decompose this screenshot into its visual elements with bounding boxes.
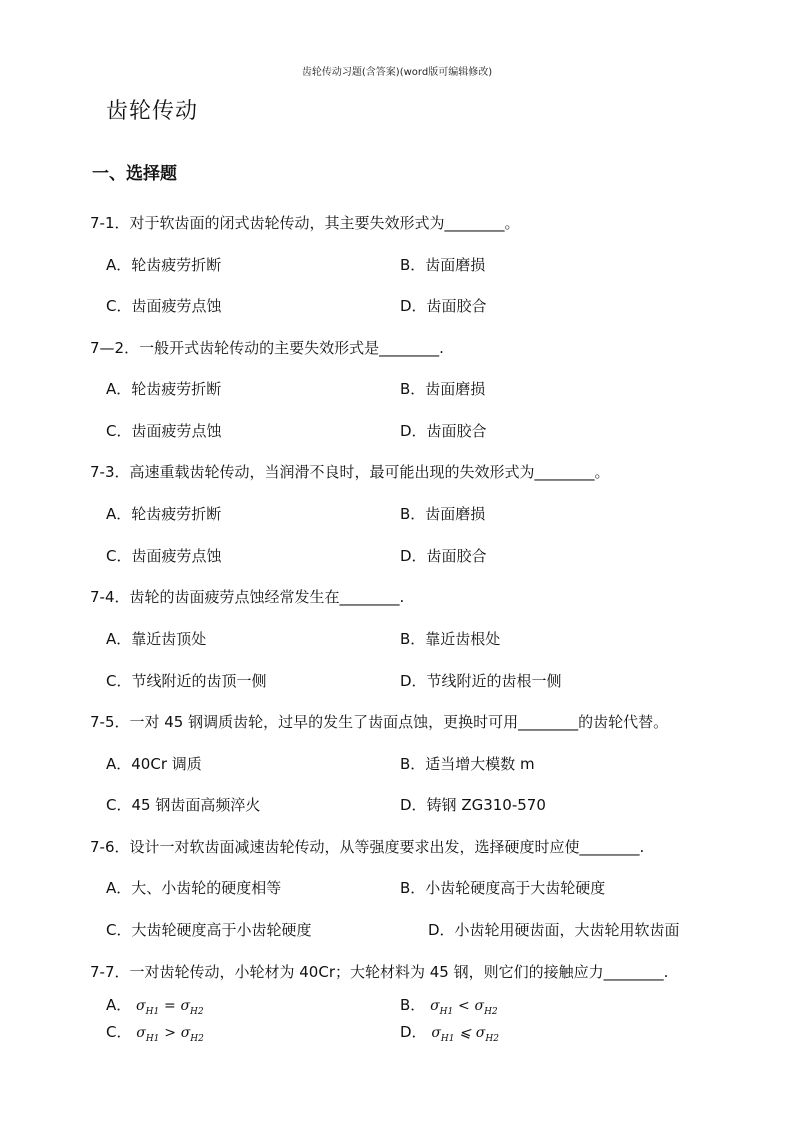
- question-stem: 7-4．齿轮的齿面疲劳点蚀经常发生在________.: [90, 588, 405, 606]
- option-a: A．轮齿疲劳折断: [106, 256, 222, 274]
- option-a: [106, 994, 204, 1017]
- option-a: A．轮齿疲劳折断: [106, 380, 222, 398]
- option-c: C．节线附近的齿顶一侧: [106, 672, 267, 690]
- sigma-h1: $\sigma_{H1}$: [136, 998, 160, 1017]
- operator: <: [458, 998, 470, 1014]
- option-a: A．40Cr 调质: [106, 755, 202, 773]
- option-a: A．大、小齿轮的硬度相等: [106, 879, 282, 897]
- sigma-h1: $\sigma_{H1}$: [430, 998, 454, 1017]
- option-letter: D．: [400, 1023, 427, 1041]
- option-d: D．节线附近的齿根一侧: [400, 672, 562, 690]
- option-b: B．靠近齿根处: [400, 630, 501, 648]
- question-stem: 7-3．高速重载齿轮传动，当润滑不良时，最可能出现的失效形式为________。: [90, 463, 610, 481]
- option-letter: B．: [400, 996, 426, 1014]
- option-d: D．小齿轮用硬齿面，大齿轮用软齿面: [428, 921, 680, 939]
- operator: =: [163, 998, 176, 1014]
- question-stem: 7-7．一对齿轮传动，小轮材为 40Cr；大轮材料为 45 钢，则它们的接触应力________.: [90, 963, 669, 981]
- sigma-h2: $\sigma_{H2}$: [475, 1025, 499, 1044]
- option-b: B．齿面磨损: [400, 380, 486, 398]
- question-stem: 7-1．对于软齿面的闭式齿轮传动，其主要失效形式为________。: [90, 214, 520, 232]
- option-b: B．小齿轮硬度高于大齿轮硬度: [400, 879, 606, 897]
- sigma-h2: $\sigma_{H2}$: [180, 998, 204, 1017]
- operator: ⩽: [459, 1025, 471, 1041]
- sigma-h2: $\sigma_{H2}$: [180, 1025, 204, 1044]
- question-stem: 7-6．设计一对软齿面减速齿轮传动，从等强度要求出发，选择硬度时应使________.: [90, 838, 645, 856]
- option-letter: C．: [106, 1023, 132, 1041]
- document-title: 齿轮传动: [106, 99, 199, 124]
- option-b: B．齿面磨损: [400, 256, 486, 274]
- option-d: D．齿面胶合: [400, 422, 487, 440]
- option-c: C．45 钢齿面高频淬火: [106, 796, 261, 814]
- option-b: [400, 994, 498, 1017]
- sigma-h2: $\sigma_{H2}$: [474, 998, 498, 1017]
- section-title: 一、选择题: [92, 164, 177, 184]
- option-c: C．齿面疲劳点蚀: [106, 297, 222, 315]
- option-a: A．轮齿疲劳折断: [106, 505, 222, 523]
- option-a: A．靠近齿顶处: [106, 630, 207, 648]
- question-stem: 7—2．一般开式齿轮传动的主要失效形式是________.: [90, 339, 444, 357]
- option-c: C．大齿轮硬度高于小齿轮硬度: [106, 921, 312, 939]
- option-d: D．铸钢 ZG310-570: [400, 796, 546, 814]
- option-c: [106, 1021, 204, 1044]
- operator: >: [164, 1025, 176, 1041]
- question-stem: 7-5．一对 45 钢调质齿轮，过早的发生了齿面点蚀，更换时可用________的齿轮代替。: [90, 713, 669, 731]
- page-header: 齿轮传动习题(含答案)(word版可编辑修改): [301, 67, 493, 78]
- option-c: C．齿面疲劳点蚀: [106, 422, 222, 440]
- option-c: C．齿面疲劳点蚀: [106, 547, 222, 565]
- option-b: B．齿面磨损: [400, 505, 486, 523]
- option-b: B．适当增大模数 m: [400, 755, 535, 773]
- option-d: [400, 1021, 499, 1044]
- option-letter: A．: [106, 996, 132, 1014]
- option-d: D．齿面胶合: [400, 547, 487, 565]
- option-d: D．齿面胶合: [400, 297, 487, 315]
- sigma-h1: $\sigma_{H1}$: [136, 1025, 160, 1044]
- sigma-h1: $\sigma_{H1}$: [431, 1025, 455, 1044]
